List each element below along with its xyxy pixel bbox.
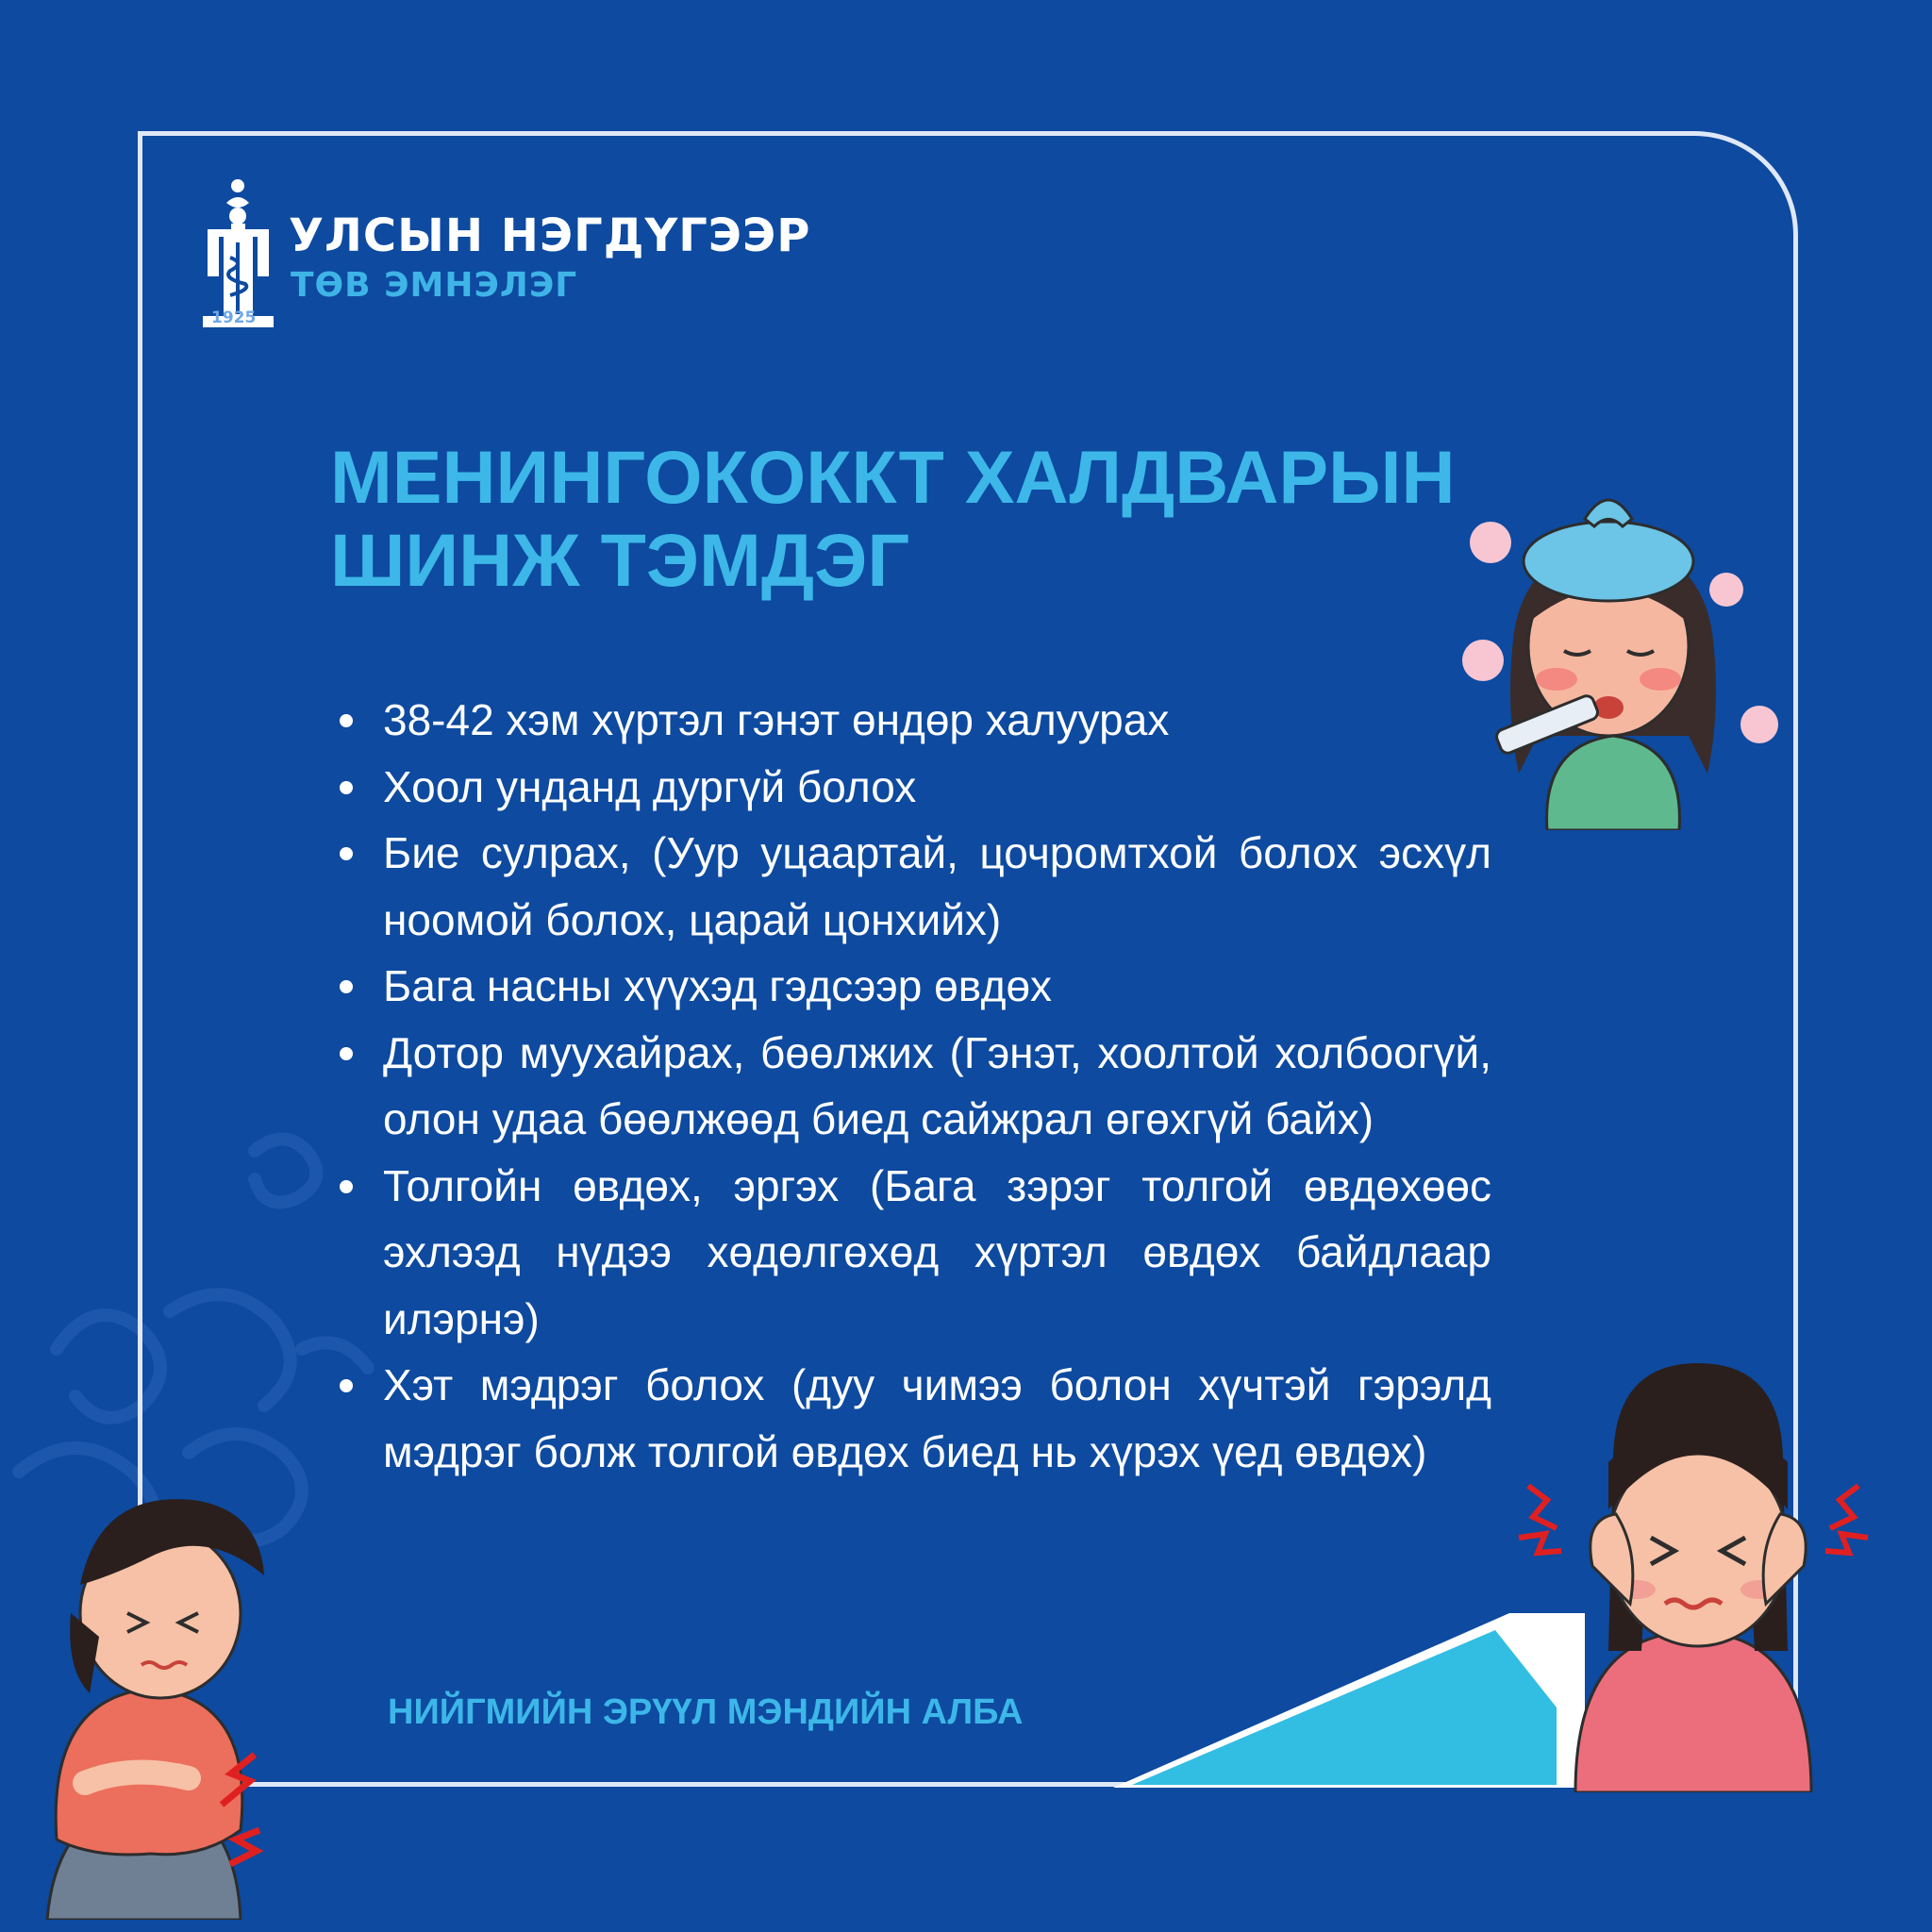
girl-holding-head-icon — [1509, 1349, 1877, 1792]
hospital-logo-icon — [203, 175, 274, 330]
symptom-list — [336, 687, 1491, 1485]
list-item: Бие сулрах, (Уур уцаартай, цочромтхой болох эсхүл ноомой болох, царай цонхийх) — [336, 820, 1491, 953]
girl-stomachache-icon — [28, 1472, 340, 1920]
list-item: Бага насны хүүхэд гэдсээр өвдөх — [336, 953, 1491, 1020]
title-line-2: ШИНЖ ТЭМДЭГ — [330, 518, 910, 602]
girl-with-fever-icon — [1453, 481, 1792, 830]
logo-year: 1925 — [211, 308, 257, 327]
list-item: 38-42 хэм хүртэл гэнэт өндөр халуурах — [336, 687, 1491, 754]
organization-subtitle: ТӨВ ЭМНЭЛЭГ — [291, 266, 578, 305]
list-item: Дотор муухайрах, бөөлжих (Гэнэт, хоолтой холбоогүй, олон удаа бөөлжөөд биед сайжрал өгөхгүй байх) — [336, 1020, 1491, 1153]
list-item: Толгойн өвдөх, эргэх (Бага зэрэг толгой өвдөхөөс эхлээд нүдээ хөдөлгөхөд хүртэл өвдөх байдлаар илэрнэ) — [336, 1153, 1491, 1353]
page-title — [330, 436, 1462, 602]
department-name: НИЙГМИЙН ЭРҮҮЛ МЭНДИЙН АЛБА — [388, 1692, 1024, 1732]
organization-name: УЛСЫН НЭГДҮГЭЭР — [289, 209, 811, 262]
title-line-1: МЕНИНГОКОККТ ХАЛДВАРЫН — [330, 435, 1456, 519]
list-item: Хэт мэдрэг болох (дуу чимээ болон хүчтэй гэрэлд мэдрэг болж толгой өвдөх биед нь хүрэх үед өвдөх) — [336, 1352, 1491, 1485]
list-item: Хоол унданд дургүй болох — [336, 754, 1491, 821]
